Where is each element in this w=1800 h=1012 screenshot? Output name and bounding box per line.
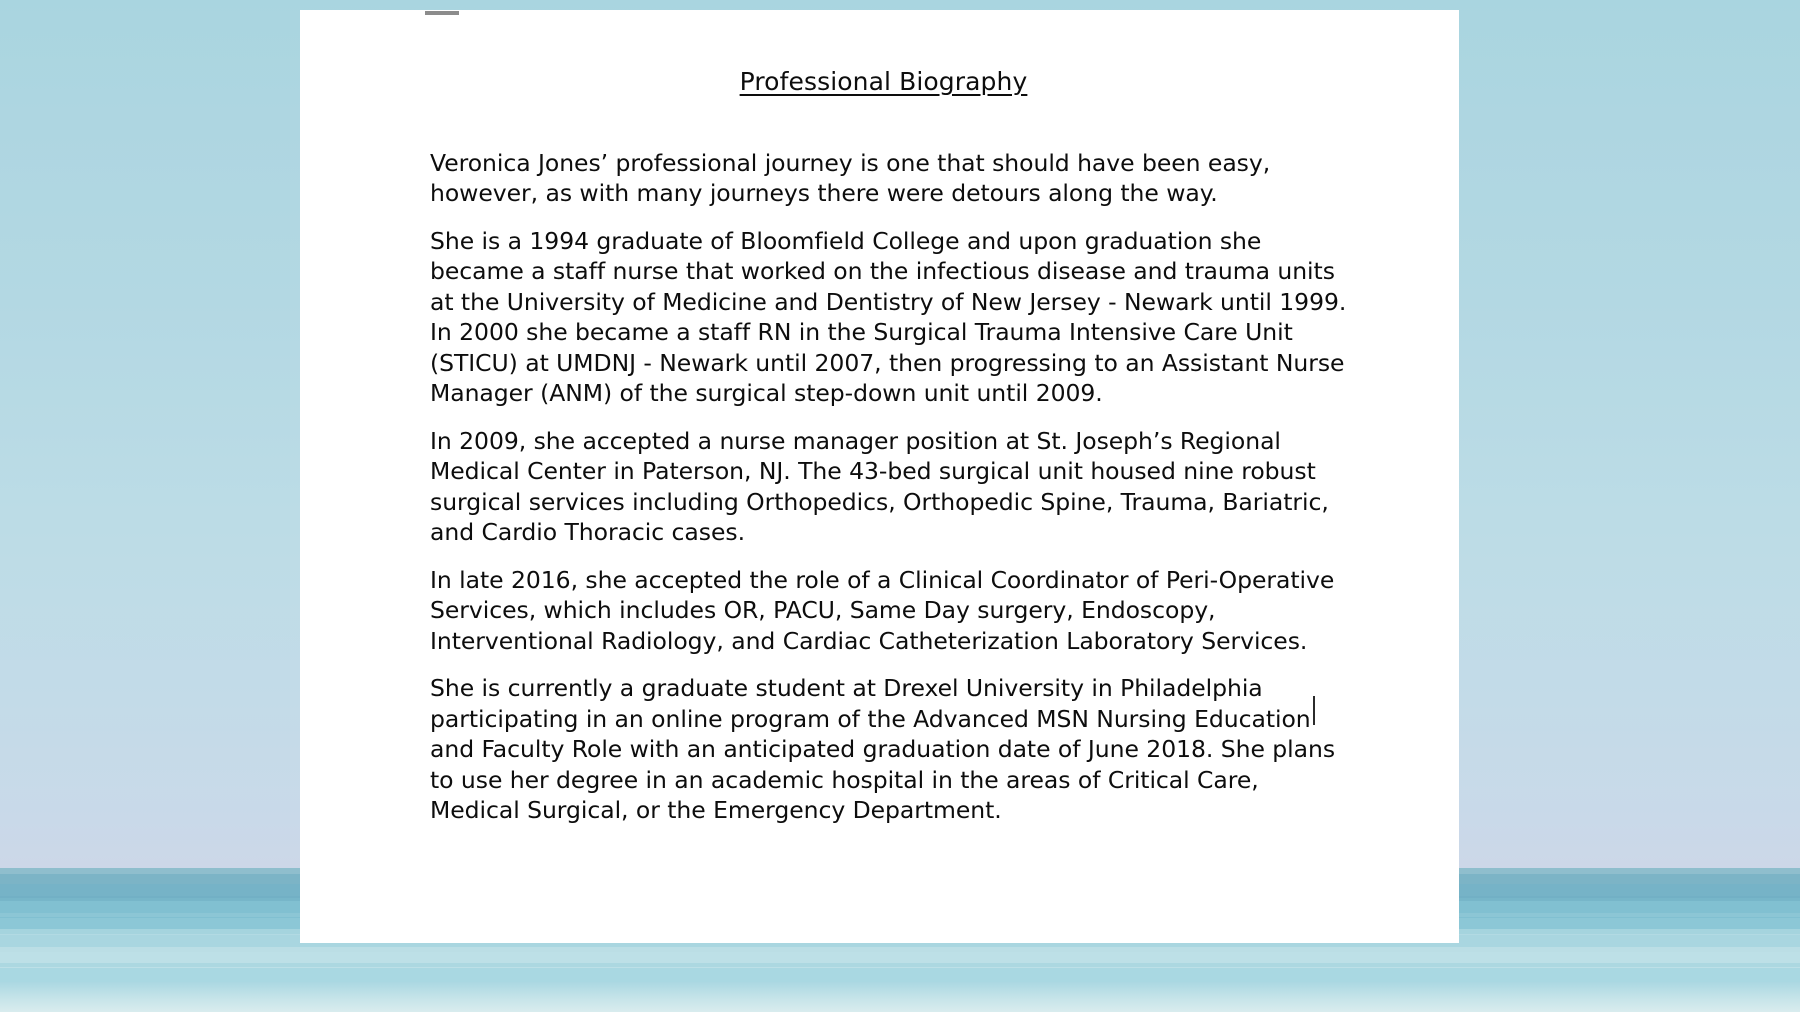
wave-streak — [0, 963, 1800, 967]
document-page[interactable] — [300, 10, 1459, 943]
paragraph-intro: Veronica Jones’ professional journey is one that should have been easy, however, as with many journeys there were detours along the way. — [430, 148, 1271, 207]
wave-streak — [0, 947, 1800, 952]
document-title: Professional Biography — [739, 67, 1028, 96]
paragraph-perioperative: In late 2016, she accepted the role of a Clinical Coordinator of Peri-Operative Services, which includes OR, PACU, Same Day surgery, Endoscopy, Interventional Radiology, and Cardiac Catheterization Laboratory Services. — [430, 565, 1335, 655]
horizon-band — [0, 982, 1800, 1012]
paragraph-drexel: She is currently a graduate student at Drexel University in Philadelphia participating in an online program of the Advanced MSN Nursing Education and Faculty Role with an anticipated graduation date of June 2018. She plans to use her degree in an academic hospital in the areas of Critical Care, Medical Surgical, or the Emergency Department. — [430, 674, 1336, 824]
document-body[interactable] — [300, 10, 1459, 826]
paragraph-education: She is a 1994 graduate of Bloomfield College and upon graduation she became a staff nurse that worked on the infectious disease and trauma units at the University of Medicine and Dentistry of New Jersey - Newark until 1999. In 2000 she became a staff RN in the Surgical Trauma Intensive Care Unit (STICU) at UMDNJ - Newark until 2007, then progressing to an Assistant Nurse Manager (ANM) of the surgical step-down unit until 2009. — [430, 226, 1347, 407]
paragraph-st-josephs: In 2009, she accepted a nurse manager position at St. Joseph’s Regional Medical Center in Paterson, NJ. The 43-bed surgical unit housed nine robust surgical services including Orthopedics, Orthopedic Spine, Trauma, Bariatric, and Cardio Thoracic cases. — [430, 426, 1329, 546]
document-paragraphs — [430, 148, 1351, 826]
horizon-band — [0, 968, 1800, 982]
text-cursor-caret — [1313, 696, 1315, 725]
